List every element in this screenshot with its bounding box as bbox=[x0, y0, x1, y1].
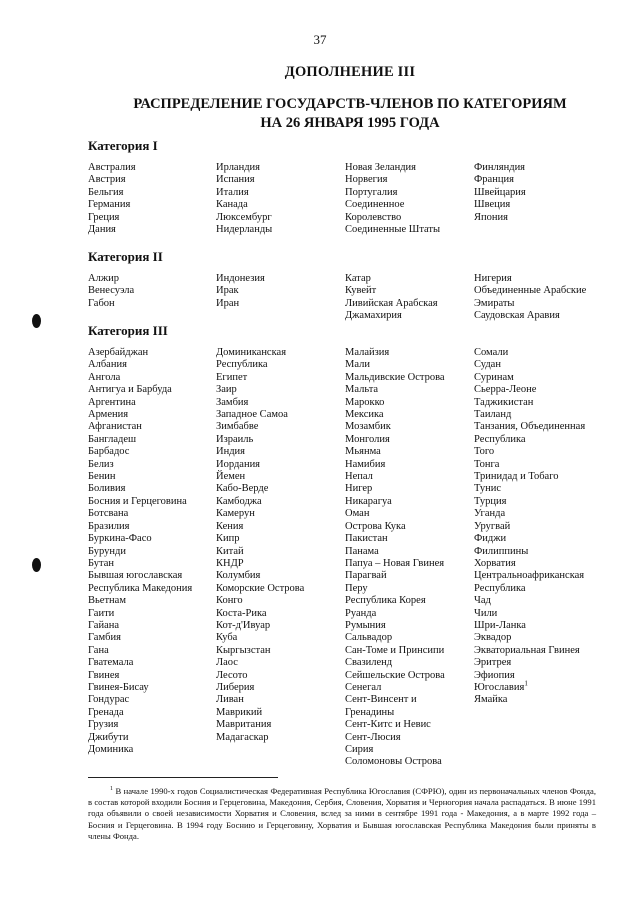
country-entry: Бывшая югославская bbox=[88, 570, 183, 582]
category-1-column-2 bbox=[216, 162, 272, 236]
country-entry: Маврикий bbox=[216, 706, 263, 718]
country-entry: Габон bbox=[88, 297, 115, 309]
category-3-column-3 bbox=[345, 347, 445, 769]
country-entry: Гаити bbox=[88, 607, 115, 619]
country-entry: Мексика bbox=[345, 409, 384, 421]
country-entry: Лаос bbox=[216, 657, 238, 669]
country-entry: Йемен bbox=[216, 471, 246, 483]
country-entry: Доминика bbox=[88, 744, 134, 755]
country-entry: Италия bbox=[216, 186, 249, 198]
country-entry: Турция bbox=[474, 495, 507, 507]
country-entry: Гондурас bbox=[88, 694, 130, 706]
country-entry: Венесуэла bbox=[88, 285, 135, 297]
country-entry: Ботсвана bbox=[88, 508, 129, 520]
country-entry: Сьерра-Леоне bbox=[474, 384, 537, 396]
country-entry: Ливан bbox=[216, 694, 244, 706]
country-entry: Гвинея-Бисау bbox=[88, 681, 149, 693]
country-entry: Чад bbox=[474, 595, 491, 607]
country-entry: Австралия bbox=[88, 162, 136, 173]
country-entry: Перу bbox=[345, 582, 368, 594]
country-entry: Нигер bbox=[345, 483, 373, 495]
country-entry: Кувейт bbox=[345, 285, 377, 297]
country-entry: Гренадины bbox=[345, 706, 395, 718]
country-entry: Мальдивские Острова bbox=[345, 371, 445, 383]
punch-hole-mark bbox=[32, 314, 41, 328]
country-entry: Таджикистан bbox=[474, 396, 534, 408]
country-entry: Филиппины bbox=[474, 545, 529, 557]
country-entry: Объединенные Арабские bbox=[474, 285, 587, 297]
country-entry: Финляндия bbox=[474, 162, 526, 173]
country-entry: Египет bbox=[216, 371, 248, 383]
category-1-column-3 bbox=[345, 162, 440, 236]
country-entry: Эмираты bbox=[474, 297, 515, 309]
category-2-heading: Категория II bbox=[88, 249, 163, 264]
country-entry: Бенин bbox=[88, 471, 116, 483]
country-entry: Шри-Ланка bbox=[474, 619, 526, 631]
country-entry: Центральноафриканская bbox=[474, 570, 585, 582]
country-entry: Западное Самоа bbox=[216, 409, 288, 421]
country-entry: Лесото bbox=[216, 669, 248, 681]
country-entry: Фиджи bbox=[474, 533, 507, 545]
country-entry: Кения bbox=[216, 520, 244, 532]
country-entry: Чили bbox=[474, 607, 498, 619]
annex-title: ДОПОЛНЕНИЕ III bbox=[284, 64, 416, 80]
country-entry: Эритрея bbox=[474, 657, 512, 669]
country-entry: Парагвай bbox=[345, 570, 387, 582]
country-entry: Бразилия bbox=[88, 520, 130, 532]
country-entry: Гвинея bbox=[88, 669, 120, 681]
country-entry: Австрия bbox=[88, 174, 126, 186]
country-entry: Гайана bbox=[88, 619, 120, 631]
country-entry: Панама bbox=[345, 545, 379, 557]
country-entry: Азербайджан bbox=[88, 347, 149, 358]
country-entry: Индия bbox=[216, 446, 245, 458]
category-2-column-3 bbox=[345, 273, 438, 323]
country-entry: Китай bbox=[216, 545, 244, 557]
country-entry: Норвегия bbox=[345, 174, 388, 186]
country-entry: Бутан bbox=[88, 557, 115, 569]
country-entry: Нидерланды bbox=[216, 224, 273, 236]
country-entry: Судан bbox=[474, 359, 501, 371]
country-entry: Дания bbox=[88, 224, 116, 236]
country-entry: Экваториальная Гвинея bbox=[474, 644, 580, 656]
country-entry: Израиль bbox=[216, 433, 254, 445]
country-entry: Джамахирия bbox=[345, 310, 402, 322]
country-entry: Никарагуа bbox=[345, 495, 392, 507]
country-entry: Конго bbox=[216, 595, 243, 607]
country-entry: Сирия bbox=[345, 744, 374, 755]
country-entry: Сент-Люсия bbox=[345, 731, 401, 743]
page-number: 37 bbox=[313, 32, 327, 47]
country-entry: Ирландия bbox=[216, 162, 261, 173]
footnote bbox=[88, 786, 596, 842]
country-entry: Сомали bbox=[474, 347, 509, 358]
country-entry: Кабо-Верде bbox=[216, 483, 269, 495]
footnote-marker: 1 bbox=[110, 786, 113, 793]
country-entry: Оман bbox=[345, 508, 370, 520]
country-entry: Бельгия bbox=[88, 186, 124, 198]
country-entry: Нигерия bbox=[474, 273, 512, 284]
country-entry: Хорватия bbox=[474, 557, 516, 569]
country-entry: Сенегал bbox=[345, 681, 382, 693]
country-entry: Острова Кука bbox=[345, 520, 406, 532]
country-entry: Испания bbox=[216, 174, 255, 186]
country-entry: Камерун bbox=[216, 508, 255, 520]
country-entry: Индонезия bbox=[216, 273, 265, 284]
country-entry: Руанда bbox=[345, 607, 377, 619]
country-entry: Албания bbox=[88, 359, 127, 371]
country-entry: Белиз bbox=[88, 458, 114, 470]
country-entry: Ирак bbox=[216, 285, 239, 297]
country-entry: Сан-Томе и Принсипи bbox=[345, 644, 445, 656]
country-entry: Джибути bbox=[88, 731, 129, 743]
country-entry: Эфиопия bbox=[474, 669, 515, 681]
country-entry: Мьянма bbox=[345, 446, 381, 458]
footnote-text: В начале 1990-х годов Социалистическая Федеративная Республика Югославия (СФРЮ), один из первоначальных членов Фонда, в состав которой входили Босния и Герцеговина, Македония, Сербия, Словения, Хорватия и Черногория начала распадаться. В июне 1991 года объявили о своей независимости Хорватия и Словения, вслед за ними в сентябре 1991 года - Македония, а в марте 1992 года – Босния и Герцеговина. В 1994 году Боснию и Герцеговину, Хорватия и Бывшая югославская Республика Македония были приняты в члены Фонда. bbox=[88, 786, 596, 841]
country-entry: Бурунди bbox=[88, 545, 126, 557]
country-entry: Иран bbox=[216, 297, 240, 309]
country-entry: Тринидад и Тобаго bbox=[474, 471, 559, 483]
country-entry: Суринам bbox=[474, 371, 514, 383]
country-entry: Катар bbox=[345, 273, 371, 284]
country-entry: Заир bbox=[216, 384, 237, 396]
country-entry: Бангладеш bbox=[88, 433, 137, 445]
country-entry: Япония bbox=[474, 211, 508, 223]
country-entry: Тонга bbox=[474, 458, 500, 470]
country-entry: Марокко bbox=[345, 396, 385, 408]
country-entry: Таиланд bbox=[474, 409, 512, 421]
page-title bbox=[0, 95, 640, 133]
punch-hole-mark bbox=[32, 558, 41, 572]
country-entry: Швеция bbox=[474, 199, 511, 211]
country-entry: Мавритания bbox=[216, 719, 272, 731]
country-entry: Камбоджа bbox=[216, 495, 262, 507]
country-entry: Коморские Острова bbox=[216, 582, 305, 594]
country-entry: Монголия bbox=[345, 433, 390, 445]
country-entry: Сейшельские Острова bbox=[345, 669, 445, 681]
country-entry: Эквадор bbox=[474, 632, 512, 644]
country-entry: Того bbox=[474, 446, 495, 458]
country-entry: Греция bbox=[88, 211, 120, 223]
country-entry: Ямайка bbox=[474, 694, 508, 706]
country-entry: Швейцария bbox=[474, 186, 526, 198]
country-entry: Намибия bbox=[345, 458, 386, 470]
country-entry: Колумбия bbox=[216, 570, 261, 582]
category-2-column-2 bbox=[216, 273, 265, 310]
country-entry: Барбадос bbox=[88, 446, 130, 458]
country-entry: Либерия bbox=[216, 681, 255, 693]
country-entry: Сальвадор bbox=[345, 632, 393, 644]
country-entry: Папуа – Новая Гвинея bbox=[345, 557, 445, 569]
country-entry: Куба bbox=[216, 632, 238, 644]
country-entry: КНДР bbox=[216, 557, 244, 569]
country-entry: Ангола bbox=[88, 371, 121, 383]
country-entry: Люксембург bbox=[216, 211, 272, 223]
country-entry: Замбия bbox=[216, 396, 249, 408]
country-entry: Танзания, Объединенная bbox=[474, 421, 586, 433]
country-entry: Тунис bbox=[474, 483, 502, 495]
footnote-ref: 1 bbox=[524, 679, 528, 688]
category-3-column-4 bbox=[474, 347, 585, 707]
country-entry: Уганда bbox=[474, 508, 506, 520]
country-entry: Португалия bbox=[345, 186, 398, 198]
category-2-column-1 bbox=[88, 273, 134, 310]
country-entry: Сент-Китс и Невис bbox=[345, 719, 431, 731]
country-entry: Буркина-Фасо bbox=[88, 533, 152, 545]
country-entry: Алжир bbox=[88, 273, 119, 284]
country-entry: Саудовская Аравия bbox=[474, 310, 560, 322]
country-entry: Коста-Рика bbox=[216, 607, 267, 619]
title-line-2: НА 26 ЯНВАРЯ 1995 ГОДА bbox=[260, 115, 440, 131]
country-entry: Зимбабве bbox=[216, 421, 259, 433]
category-1-column-1 bbox=[88, 162, 136, 236]
country-entry: Румыния bbox=[345, 619, 386, 631]
country-entry: Югославия$^1$ bbox=[474, 679, 528, 693]
country-entry: Вьетнам bbox=[88, 595, 126, 607]
country-entry: Франция bbox=[474, 174, 514, 186]
country-entry: Афганистан bbox=[88, 421, 142, 433]
country-entry: Свазиленд bbox=[345, 657, 393, 669]
country-entry: Армения bbox=[88, 409, 129, 421]
country-entry: Уругвай bbox=[474, 520, 511, 532]
country-entry: Республика bbox=[474, 433, 526, 445]
category-3-column-1 bbox=[88, 347, 192, 756]
category-3-column-2 bbox=[216, 347, 304, 744]
country-entry: Республика bbox=[474, 582, 526, 594]
country-entry: Республика Корея bbox=[345, 595, 426, 607]
title-line-1: РАСПРЕДЕЛЕНИЕ ГОСУДАРСТВ-ЧЛЕНОВ ПО КАТЕГОРИЯМ bbox=[133, 96, 567, 112]
country-entry: Сент-Винсент и bbox=[345, 694, 417, 706]
country-entry: Босния и Герцеговина bbox=[88, 495, 187, 507]
country-entry: Мадагаскар bbox=[216, 731, 269, 743]
country-entry: Республика Македония bbox=[88, 582, 193, 594]
category-2-column-4 bbox=[474, 273, 586, 323]
country-entry: Непал bbox=[345, 471, 373, 483]
country-entry: Ливийская Арабская bbox=[345, 297, 438, 309]
country-entry: Грузия bbox=[88, 719, 119, 731]
country-entry: Мали bbox=[345, 359, 370, 371]
country-entry: Германия bbox=[88, 199, 131, 211]
country-entry: Канада bbox=[216, 199, 248, 211]
country-entry: Кот-д'Ивуар bbox=[216, 619, 271, 631]
country-entry: Новая Зеландия bbox=[345, 162, 416, 173]
country-entry: Мозамбик bbox=[345, 421, 391, 433]
footnote-divider bbox=[88, 777, 278, 778]
category-3-heading: Категория III bbox=[88, 323, 168, 338]
category-1-heading: Категория I bbox=[88, 138, 158, 153]
country-entry: Боливия bbox=[88, 483, 126, 495]
category-1-column-4 bbox=[474, 162, 526, 224]
country-entry: Мальта bbox=[345, 384, 379, 396]
country-entry: Гана bbox=[88, 644, 109, 656]
country-entry: Соединенные Штаты bbox=[345, 224, 441, 236]
country-entry: Соединенное bbox=[345, 199, 405, 211]
country-entry: Гватемала bbox=[88, 657, 134, 669]
country-entry: Пакистан bbox=[345, 533, 388, 545]
country-entry: Гренада bbox=[88, 706, 124, 718]
country-entry: Соломоновы Острова bbox=[345, 756, 442, 768]
country-entry: Доминиканская bbox=[216, 347, 287, 358]
country-entry: Гамбия bbox=[88, 632, 121, 644]
country-entry: Аргентина bbox=[88, 396, 136, 408]
country-entry: Кыргызстан bbox=[216, 644, 271, 656]
country-entry: Малайзия bbox=[345, 347, 390, 358]
country-entry: Республика bbox=[216, 359, 268, 371]
country-entry: Кипр bbox=[216, 533, 240, 545]
country-entry: Королевство bbox=[345, 211, 402, 223]
country-entry: Иордания bbox=[216, 458, 261, 470]
country-entry: Антигуа и Барбуда bbox=[88, 384, 172, 396]
